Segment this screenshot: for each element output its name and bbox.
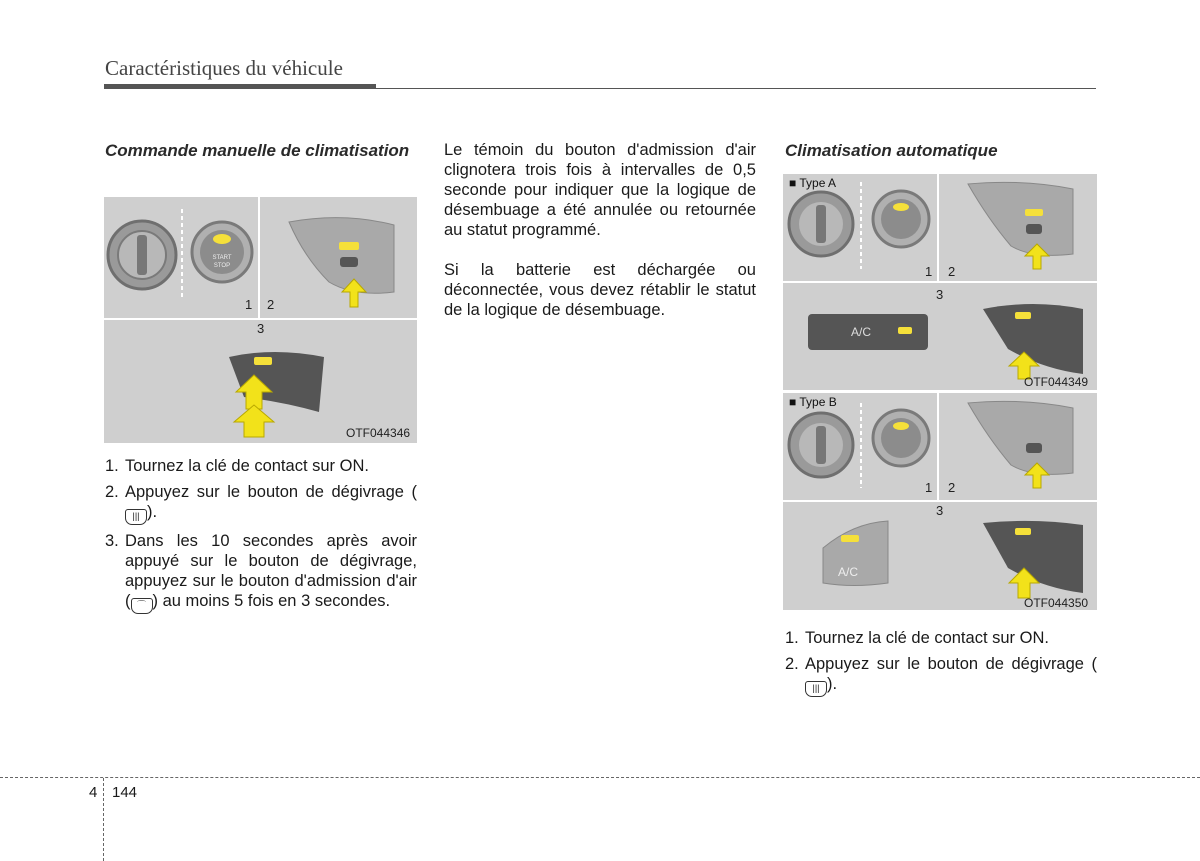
panel-number-1: 1	[925, 480, 933, 495]
left-steps	[105, 456, 417, 620]
list-item	[105, 482, 417, 525]
section-heading-auto: Climatisation automatique	[785, 141, 998, 160]
page-header-title: Caractéristiques du véhicule	[105, 56, 343, 80]
step-number: 1.	[105, 457, 119, 475]
list-item	[785, 654, 1097, 697]
figure-type-b-illustration	[783, 393, 1097, 610]
step-number: 2.	[105, 483, 119, 501]
list-item	[105, 531, 417, 614]
ac-label: A/C	[838, 565, 859, 579]
step-text: Tournez la clé de contact sur ON.	[805, 629, 1049, 647]
step-number: 1.	[785, 629, 799, 647]
section-heading-manual: Commande manuelle de climatisation	[105, 141, 410, 160]
ac-label: A/C	[851, 325, 872, 339]
footer-rule	[0, 777, 1200, 778]
right-column	[785, 140, 1097, 161]
paragraph-battery: Si la batterie est déchargée ou déconnectée, vous devez rétablir le statut de la logique de désembuage.	[444, 261, 756, 319]
panel-number-2: 2	[948, 264, 956, 279]
step-number: 2.	[785, 655, 799, 673]
figure-code: OTF044346	[346, 426, 411, 440]
air-intake-icon: ⌒	[131, 598, 153, 614]
figure-type-a	[783, 174, 1097, 390]
panel-number-3: 3	[936, 287, 944, 302]
figure-code: OTF044350	[1024, 596, 1089, 610]
header-rule-thin	[376, 88, 1096, 89]
figure-type-b	[783, 393, 1097, 610]
figure-manual-climate	[104, 197, 417, 443]
step-text: Tournez la clé de contact sur ON.	[125, 457, 369, 475]
list-item	[105, 456, 417, 476]
svg-text:START: START	[212, 255, 232, 261]
figure-type-a-illustration	[783, 174, 1097, 390]
step-text: Appuyez sur le bouton de dégivrage (	[125, 483, 417, 501]
header-rule-thick	[104, 84, 376, 89]
figure-manual-illustration	[104, 197, 417, 443]
svg-text:STOP: STOP	[213, 263, 231, 269]
type-b-label: ■ Type B	[789, 395, 837, 409]
middle-column	[444, 140, 756, 320]
paragraph-indicator: Le témoin du bouton d'admission d'air clignotera trois fois à intervalles de 0,5 seconde pour indiquer que la logique de désembuage a été annulée ou retournée au statut programmé.	[444, 141, 756, 239]
list-item	[785, 628, 1097, 648]
footer-divider	[103, 778, 104, 861]
step-text-end: ).	[147, 503, 158, 521]
panel-number-2: 2	[948, 480, 956, 495]
panel-number-3: 3	[936, 503, 944, 518]
panel-number-3: 3	[257, 321, 265, 336]
panel-number-1: 1	[245, 297, 253, 312]
step-text: Dans les 10 secondes après avoir appuyé sur le bouton de dégivrage, appuyez sur le bouton d'admission d'air (	[125, 532, 417, 610]
step-text-end: ) au moins 5 fois en 3 secondes.	[152, 592, 391, 610]
page-number: 144	[112, 784, 138, 801]
defrost-icon: |||	[805, 681, 827, 697]
defrost-icon: |||	[125, 509, 147, 525]
chapter-number: 4	[89, 784, 98, 801]
figure-code: OTF044349	[1024, 375, 1089, 389]
panel-number-2: 2	[267, 297, 275, 312]
right-steps	[785, 628, 1097, 703]
step-text-end: ).	[827, 675, 838, 693]
step-number: 3.	[105, 532, 119, 550]
left-column	[105, 140, 417, 161]
panel-number-1: 1	[925, 264, 933, 279]
type-a-label: ■ Type A	[789, 176, 837, 190]
step-text: Appuyez sur le bouton de dégivrage (	[805, 655, 1097, 673]
